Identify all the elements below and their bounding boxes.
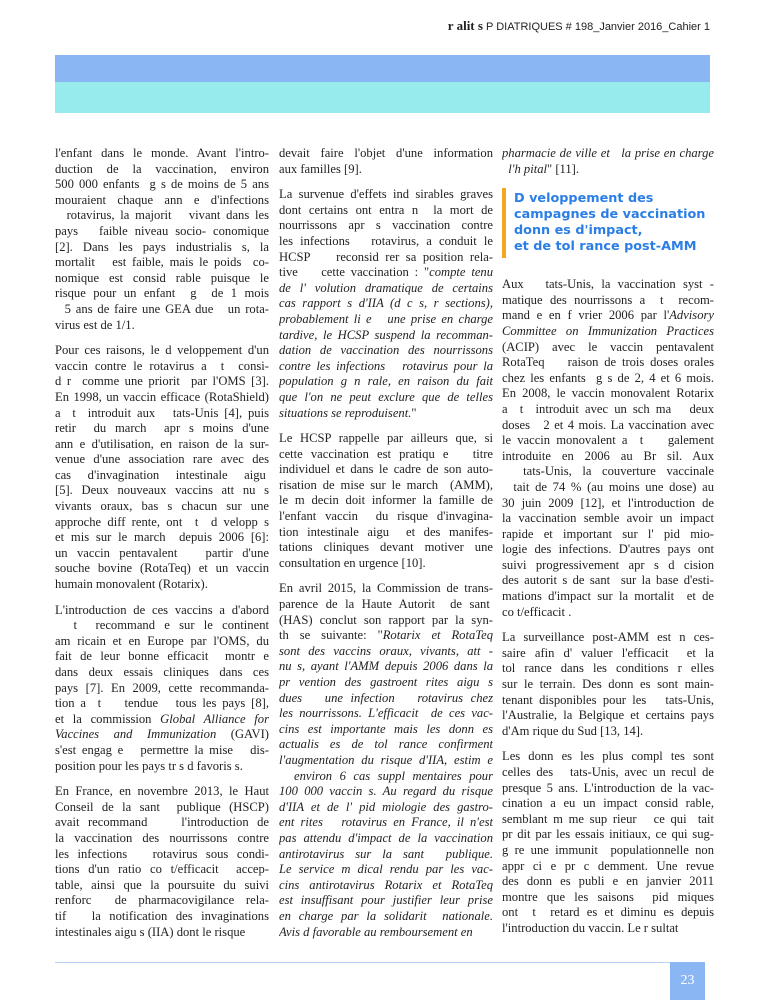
text-line: doses 2 et 4 mois. La vaccination avec <box>502 417 714 432</box>
italic-text: compte tenu <box>429 265 493 280</box>
text-line: l'introduction du vaccin. Le r sultat <box>502 920 679 935</box>
text-line: avait recommand l'introduction de <box>55 815 269 830</box>
text-line: renforc de pharmacovigilance rela- <box>55 893 269 908</box>
paragraph <box>279 187 493 421</box>
text-line <box>502 324 714 340</box>
text-line: En 1998, un vaccin efficace (RotaShield) <box>55 389 269 404</box>
text-segment: et la commission <box>55 711 161 726</box>
italic-text: dation de vaccination des nourrissons <box>279 343 493 358</box>
text-line <box>279 722 493 738</box>
text-line <box>279 706 493 722</box>
italic-text: tardive, le HCSP suspend la recomman- <box>279 327 493 342</box>
text-line <box>279 296 493 312</box>
text-line: virus est de 1/1. <box>55 317 135 332</box>
italic-text: ent rites rotavirus en France, il n'est <box>279 815 493 830</box>
text-line <box>279 374 493 390</box>
text-column-3 <box>502 146 714 947</box>
text-line: tif la notification des invaginations <box>55 908 269 923</box>
text-line: vaccin contre le rotavirus a t consi- <box>55 358 269 373</box>
text-line: a t introduit avec un sch ma deux <box>502 401 714 416</box>
text-line <box>279 909 493 925</box>
text-line: montre que les saisons pid miques <box>502 889 714 904</box>
text-line: l'enfant vaccin du risque d'invagina- <box>279 509 493 524</box>
text-line: d'Am rique du Sud [13, 14]. <box>502 723 644 738</box>
text-line <box>279 925 493 941</box>
italic-text: sont des vaccins oraux, vivants, att - <box>279 643 493 658</box>
text-line: nomique est consid rable puisque le <box>55 270 269 285</box>
text-line: l'Australie, la Belgique et certains pays <box>502 708 714 723</box>
text-line: tions d'un ratio co t/efficacit accep- <box>55 862 269 877</box>
text-line: des donn es publi e en janvier 2011 <box>502 874 714 889</box>
text-line: mortalit est faible, mais le poids co- <box>55 255 269 270</box>
italic-text: Vaccines and Immunization <box>55 727 217 742</box>
italic-text: cas rapport s d'IIA (d c s, r sections), <box>279 296 493 311</box>
text-line: le m decin doit informer la famille de <box>279 493 493 508</box>
text-line: pays [7]. En 2009, cette recommanda- <box>55 680 269 695</box>
text-line: (HAS) conclut son rapport par la syn- <box>279 612 493 627</box>
text-line: am ricain et en Europe par l'OMS, du <box>55 633 269 648</box>
text-line: co t/efficacit . <box>502 604 572 619</box>
text-line: la vaccination des nourrissons contre <box>55 830 269 845</box>
text-line: consultation en urgence [10]. <box>279 555 426 570</box>
text-line <box>279 644 493 660</box>
italic-text: de l' volution dramatique de certains <box>279 280 493 295</box>
text-line: 500 000 enfants g s de moins de 5 ans <box>55 177 269 192</box>
italic-text: actualis es de tol rance confirment <box>279 737 493 752</box>
text-line: Pour ces raisons, le d veloppement d'un <box>55 343 269 358</box>
text-line <box>279 675 493 691</box>
text-line: intestinales aigu s (IIA) dont le risque <box>55 924 246 939</box>
text-line: et de tol rance post-AMM <box>514 239 697 255</box>
paragraph <box>55 603 269 775</box>
journal-name: r alit s <box>447 18 483 33</box>
text-line: cette vaccination est pratiqu e titre <box>279 446 493 461</box>
text-line: Aux tats-Unis, la vaccination syst - <box>502 277 714 292</box>
issue-info: P DIATRIQUES # 198_Janvier 2016_Cahier 1 <box>482 21 710 33</box>
italic-text: en charge par la solidarit nationale. <box>279 908 493 923</box>
text-line: HCSP reconsid rer sa position rela- <box>279 249 493 264</box>
italic-text: population g n rale, en raison du fait <box>279 374 493 389</box>
text-line <box>55 712 269 728</box>
text-line: souche bovine (RotaTeq) et un vaccin <box>55 561 269 576</box>
text-line: parence de la Haute Autorit de sant <box>279 597 493 612</box>
text-line: Conseil de la sant publique (HSCP) <box>55 799 269 814</box>
text-segment: mand e en f vrier 2006 par l' <box>502 308 670 323</box>
text-line: pr dit par les essais initiaux, ce qui sug- <box>502 827 714 842</box>
text-line: le vaccin monovalent a t galement <box>502 433 714 448</box>
paragraph <box>502 146 714 177</box>
text-line: En 2008, le vaccin monovalent Rotarix <box>502 386 714 401</box>
text-line: risque pour un enfant g de 1 mois <box>55 286 269 301</box>
text-line: devait faire l'objet d'une information <box>279 146 493 160</box>
footer-rule <box>55 962 670 963</box>
text-line <box>279 265 493 281</box>
text-line <box>279 390 493 406</box>
text-line <box>279 312 493 328</box>
text-line <box>279 659 493 675</box>
text-line: s'est engag e permettre la mise dis- <box>55 742 269 757</box>
text-line: tats-Unis, la couverture vaccinale <box>502 464 714 479</box>
text-line <box>279 831 493 847</box>
text-line: donn es d'impact, <box>514 223 643 239</box>
text-line <box>279 737 493 753</box>
text-line: [2]. Dans les pays industrialis s, la <box>55 239 269 254</box>
text-line: et mis sur le march depuis 2006 [6]: <box>55 530 269 545</box>
text-line <box>279 691 493 707</box>
italic-text: 100 000 vaccin s. Au regard du risque <box>279 784 493 799</box>
paragraph <box>502 630 714 739</box>
text-line <box>502 162 714 178</box>
text-line: rapide et important sur l' pid mio- <box>502 526 714 541</box>
text-line <box>279 847 493 863</box>
text-line: [5]. Deux nouveaux vaccins att nu s <box>55 483 269 498</box>
text-line: La survenue d'effets ind sirables graves <box>279 187 493 202</box>
italic-text: l'h pital <box>502 161 548 176</box>
italic-text: Advisory <box>669 308 714 323</box>
italic-text: situations se reproduisent. <box>279 405 412 420</box>
text-line: RotaTeq raison de trois doses orales <box>502 355 714 370</box>
italic-text: pharmacie de ville et la prise en charge <box>502 146 714 160</box>
italic-text: d'IIA et de l' pid miologie des gastro- <box>279 799 493 814</box>
text-line <box>279 893 493 909</box>
italic-text: probablement li e une prise en charge <box>279 311 493 326</box>
italic-text: dues une infection rotavirus chez <box>279 690 493 705</box>
text-line: tion intestinale aigu et des manifes- <box>279 524 493 539</box>
text-line <box>279 628 493 644</box>
text-segment: " [11]. <box>547 161 579 176</box>
text-line: retir du march apr s moins d'une <box>55 421 269 436</box>
text-line <box>279 800 493 816</box>
text-line: les infections rotavirus, a conduit le <box>279 233 493 248</box>
text-line: saire afin d' valuer l'efficacit et la <box>502 645 714 660</box>
text-line: D veloppement des <box>514 191 654 207</box>
text-line: venue d'une association rare avec des <box>55 452 269 467</box>
text-line <box>279 878 493 894</box>
text-line: position pour les pays tr s d favoris s. <box>55 758 243 773</box>
text-line <box>502 308 714 324</box>
italic-text: Global Alliance for <box>160 711 269 726</box>
italic-text: Committee on Immunization Practices <box>502 323 714 338</box>
text-line: logie des infections. D'autres pays ont <box>502 542 714 557</box>
text-line <box>279 343 493 359</box>
text-line <box>279 359 493 375</box>
italic-text: cins antirotavirus Rotarix et RotaTeq <box>279 877 493 892</box>
text-line: chez les enfants g s de 2, 4 et 6 mois. <box>502 370 714 385</box>
text-line: t recommand e sur le continent <box>55 618 269 633</box>
text-segment: (GAVI) <box>216 727 269 742</box>
italic-text: environ 6 cas suppl mentaires pour <box>279 768 493 783</box>
text-line: tion a t tendue tous les pays [8], <box>55 696 269 711</box>
text-line: mouraient chaque ann e d'infections <box>55 192 269 207</box>
paragraph <box>502 749 714 936</box>
text-line: En avril 2015, la Commission de trans- <box>279 581 493 596</box>
text-line: tations cliniques devant motiver une <box>279 540 493 555</box>
running-header <box>448 18 710 34</box>
text-line <box>502 146 714 162</box>
text-line: nourrissons apr s vaccination contre <box>279 218 493 233</box>
italic-text: contre les infections rotavirus pour la <box>279 358 493 373</box>
text-line: suivi progressivement apr s d cision <box>502 557 714 572</box>
text-line <box>279 784 493 800</box>
text-segment: th se suivante: " <box>279 628 383 643</box>
text-line: aux familles [9]. <box>279 161 362 176</box>
page-number: 23 <box>670 962 705 1000</box>
paragraph <box>55 343 269 593</box>
italic-text: Le service m dical rendu par les vac- <box>279 862 493 877</box>
text-line: campagnes de vaccination <box>514 207 706 223</box>
text-line: duction de la vaccination, environ <box>55 161 269 176</box>
text-line: pays faible niveau socio- conomique <box>55 223 269 238</box>
header-band-blue <box>55 55 710 82</box>
text-line: vivants oraux, bas s chacun sur une <box>55 499 269 514</box>
text-line: Le HCSP rappelle par ailleurs que, si <box>279 431 493 446</box>
text-line: L'introduction de ces vaccins a d'abord <box>55 602 269 617</box>
paragraph <box>502 277 714 620</box>
section-heading <box>502 191 714 255</box>
paragraph <box>279 581 493 940</box>
text-line: 5 ans de faire une GEA due un rota- <box>55 301 269 316</box>
italic-text: antirotavirus sur la sant publique. <box>279 846 493 861</box>
text-line: humain monovalent (Rotarix). <box>55 577 208 592</box>
text-line: des autorit s de sant sur la base d'esti- <box>502 573 714 588</box>
text-line: (ACIP) avec le vaccin pentavalent <box>502 339 714 354</box>
text-line: d r comme une priorit par l'OMS [3]. <box>55 374 269 389</box>
paragraph <box>279 146 493 177</box>
text-line: approche diff rente, ont t d velopp s <box>55 514 269 529</box>
text-line: tenant disponibles pour les tats-Unis, <box>502 692 714 707</box>
italic-text: cins est importante mais les donn es <box>279 721 493 736</box>
text-line: ont t retard es et diminu es depuis <box>502 905 714 920</box>
text-line: semblant m me sup rieur ce qui tait <box>502 811 714 826</box>
text-line: table, ainsi que la poursuite du suivi <box>55 877 269 892</box>
header-band-cyan <box>55 82 710 113</box>
text-line: celles des tats-Unis, avec un recul de <box>502 765 714 779</box>
italic-text: nu s, ayant l'AMM depuis 2006 dans la <box>279 659 493 674</box>
text-column-1 <box>55 146 269 950</box>
italic-text: pas attendu d'impact de la vaccination <box>279 830 493 845</box>
text-line <box>279 406 493 422</box>
italic-text: est insuffisant pour justifier leur prise <box>279 893 493 908</box>
text-line: tait de 74 % (au moins une dose) au <box>502 479 714 494</box>
text-line: dont certains ont entra n la mort de <box>279 202 493 217</box>
text-line: a t introduit aux tats-Unis [4], puis <box>55 405 269 420</box>
text-line <box>55 727 269 743</box>
paragraph <box>55 784 269 940</box>
text-line: sur le terrain. Des donn es sont main- <box>502 677 714 692</box>
paragraph <box>279 431 493 571</box>
text-segment: " <box>411 405 417 420</box>
italic-text: pr vention des gastroent rites aigu s <box>279 675 493 689</box>
italic-text: les nourrissons. L'efficacit de ces vac- <box>279 706 493 721</box>
text-line: mations d'impact sur la mortalit et de <box>502 589 714 604</box>
text-line <box>279 328 493 344</box>
text-line: individuel et dans le cadre de son auto- <box>279 462 493 477</box>
text-line: les infections rotavirus sous condi- <box>55 846 269 861</box>
italic-text: que l'on ne peut exclure que de telles <box>279 389 493 404</box>
italic-text: Rotarix et RotaTeq <box>382 628 493 643</box>
text-line: rotavirus, la majorit vivant dans les <box>55 208 269 223</box>
text-line: fait de leur bonne efficacit montr e <box>55 649 269 664</box>
text-line: matique des nourrissons a t recom- <box>502 292 714 307</box>
italic-text: Avis d favorable au remboursement en <box>279 924 473 939</box>
text-line: tol rance dans les conditions r elles <box>502 661 714 676</box>
paragraph <box>55 146 269 333</box>
text-line <box>279 769 493 785</box>
text-line: la vaccination semble avoir un impact <box>502 511 714 526</box>
text-line: La surveillance post-AMM est n ces- <box>502 630 714 645</box>
text-line: En France, en novembre 2013, le Haut <box>55 784 269 799</box>
text-line: dans deux essais cliniques dans ces <box>55 665 269 679</box>
text-line: appr ci e pr c demment. Une revue <box>502 858 714 873</box>
text-line: un vaccin pentavalent partir d'une <box>55 545 269 560</box>
text-line: presque 5 ans. L'introduction de la vac- <box>502 780 714 795</box>
text-line <box>279 815 493 831</box>
text-line: Les donn es les plus compl tes sont <box>502 749 714 764</box>
text-column-2 <box>279 146 493 950</box>
text-line: l'enfant dans le monde. Avant l'intro- <box>55 146 269 160</box>
text-line: cas d'invagination intestinale aigu <box>55 467 269 482</box>
text-line: introduite en 2006 au Br sil. Aux <box>502 448 714 463</box>
text-line: 30 juin 2009 [12], et l'introduction de <box>502 495 714 510</box>
italic-text: l'augmentation du risque d'IIA, estim e <box>279 752 493 767</box>
text-line <box>279 862 493 878</box>
text-line <box>279 281 493 297</box>
text-line: ann e d'utilisation, en raison de la sur- <box>55 436 269 451</box>
text-line: g re une immunit populationnelle non <box>502 842 714 857</box>
text-segment: tive cette vaccination : " <box>279 265 430 280</box>
text-line: risation de mise sur le march (AMM), <box>279 477 493 492</box>
text-line: cination a eu un impact consid rable, <box>502 796 714 811</box>
text-line <box>279 753 493 769</box>
